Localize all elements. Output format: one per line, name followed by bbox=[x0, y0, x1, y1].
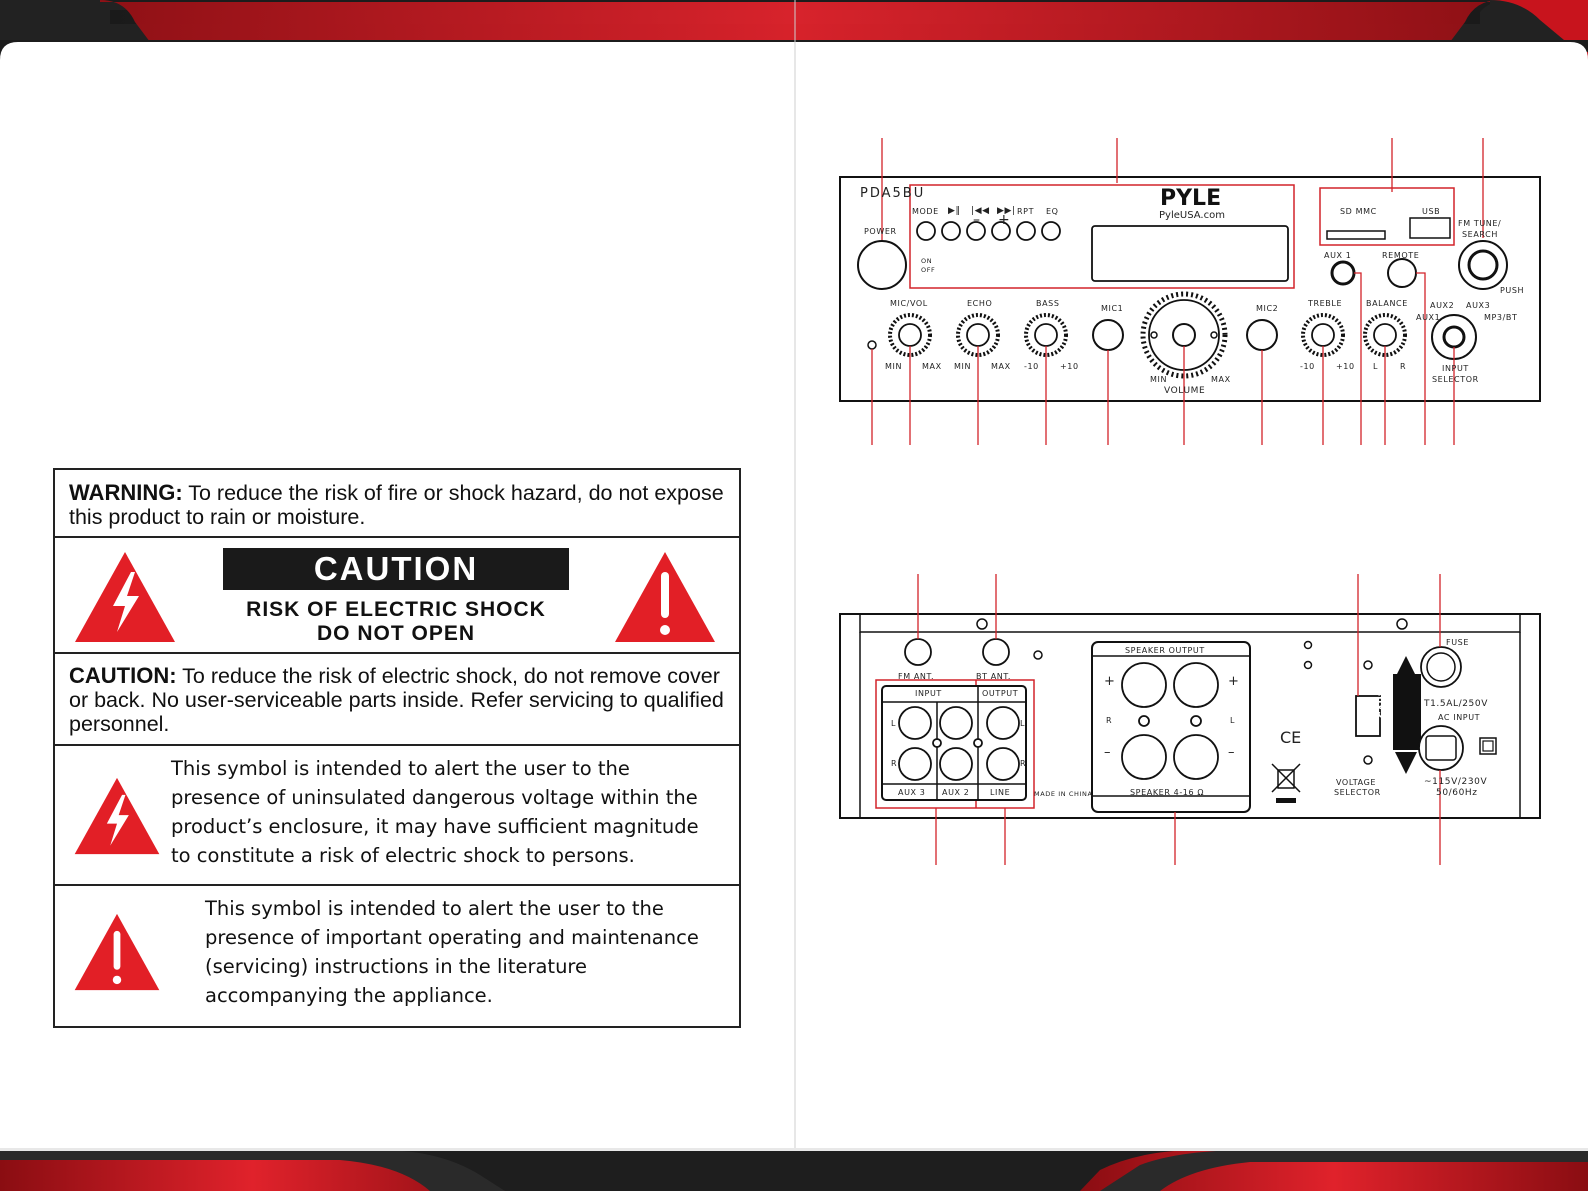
speaker-ohm-label: SPEAKER 4-16 Ω bbox=[1130, 788, 1205, 797]
mp3bt-selector-label: MP3/BT bbox=[1484, 313, 1518, 322]
input-selector-label-1: INPUT bbox=[1442, 364, 1469, 373]
caution-banner-line2: DO NOT OPEN bbox=[316, 622, 475, 645]
caution-banner: CAUTION bbox=[223, 548, 569, 590]
play-pause-icon: ▶‖ bbox=[948, 206, 961, 216]
fm-tune-label: FM TUNE/ bbox=[1458, 219, 1502, 228]
mic-vol-min-label: MIN bbox=[885, 362, 903, 371]
aux1-label: AUX 1 bbox=[1324, 251, 1352, 260]
mode-label: MODE bbox=[912, 207, 939, 216]
treble-label: TREBLE bbox=[1308, 299, 1343, 308]
warning-text: To reduce the risk of fire or shock hazard, do not expose this product to rain or moisture. bbox=[69, 481, 724, 529]
bt-ant-label: BT ANT. bbox=[976, 672, 1012, 681]
echo-max-label: MAX bbox=[991, 362, 1011, 371]
caution-text: To reduce the risk of electric shock, do not remove cover or back. No user-serviceable parts inside. Refer servicing to qualified personnel. bbox=[69, 664, 724, 736]
voltage-symbol-row bbox=[55, 746, 739, 886]
line-output-label: LINE bbox=[990, 788, 1011, 797]
exclamation-symbol-row bbox=[55, 886, 739, 1028]
aux3-input-label: AUX 3 bbox=[898, 788, 926, 797]
balance-l-label: L bbox=[1373, 362, 1379, 371]
bass-neg10-label: -10 bbox=[1024, 362, 1039, 371]
echo-min-label: MIN bbox=[954, 362, 972, 371]
aux3-selector-label: AUX3 bbox=[1466, 301, 1491, 310]
next-icon: ▶▶| bbox=[997, 206, 1016, 216]
balance-r-label: R bbox=[1400, 362, 1407, 371]
input-label: INPUT bbox=[915, 689, 942, 698]
remote-label: REMOTE bbox=[1382, 251, 1420, 260]
website-label: PyleUSA.com bbox=[1159, 210, 1225, 221]
exclamation-triangle-icon bbox=[613, 550, 717, 644]
speaker-r-label: R bbox=[1106, 716, 1113, 725]
power-label: POWER bbox=[864, 227, 897, 236]
voltage-selector-label-1: VOLTAGE bbox=[1336, 778, 1377, 787]
exclamation-triangle-icon bbox=[73, 912, 161, 992]
volume-label: VOLUME bbox=[1164, 386, 1206, 396]
bass-label: BASS bbox=[1036, 299, 1060, 308]
ac-rating-label-2: 50/60Hz bbox=[1436, 788, 1478, 798]
previous-icon: |◀◀ bbox=[971, 206, 990, 216]
brand-logo: PYLE bbox=[1160, 186, 1222, 211]
aux2-selector-label: AUX2 bbox=[1430, 301, 1455, 310]
minus-label: – bbox=[973, 212, 981, 228]
fuse-label: FUSE bbox=[1446, 638, 1469, 647]
speaker-plus-left-label: + bbox=[1104, 674, 1116, 689]
bass-pos10-label: +10 bbox=[1060, 362, 1079, 371]
speaker-minus-left-label: – bbox=[1104, 745, 1112, 760]
mic1-label: MIC1 bbox=[1101, 304, 1124, 313]
plus-label: + bbox=[998, 212, 1011, 228]
aux1-selector-label: AUX1 bbox=[1416, 313, 1441, 322]
fm-ant-label: FM ANT. bbox=[898, 672, 935, 681]
input-l-label: L bbox=[891, 719, 897, 728]
caution-title: CAUTION: bbox=[69, 663, 177, 688]
front-panel-diagram bbox=[820, 130, 1560, 460]
speaker-minus-right-label: – bbox=[1228, 745, 1236, 760]
ac-input-label: AC INPUT bbox=[1438, 713, 1481, 722]
mic-vol-max-label: MAX bbox=[922, 362, 942, 371]
caution-banner-line1: RISK OF ELECTRIC SHOCK bbox=[246, 598, 546, 621]
exclamation-symbol-text: This symbol is intended to alert the user to the presence of important operating and maintenance (servicing) instructions in the literature accompanying the appliance. bbox=[205, 897, 699, 1007]
mic2-label: MIC2 bbox=[1256, 304, 1279, 313]
fuse-rating-label: T1.5AL/250V bbox=[1424, 699, 1488, 709]
output-label: OUTPUT bbox=[982, 689, 1019, 698]
caution-sticker-label: CAUTION bbox=[1378, 668, 1388, 718]
input-r-label: R bbox=[891, 759, 898, 768]
voltage-selector-label-2: SELECTOR bbox=[1334, 788, 1381, 797]
safety-warning-box bbox=[53, 468, 741, 1028]
usb-label: USB bbox=[1422, 207, 1441, 216]
speaker-plus-right-label: + bbox=[1228, 674, 1240, 689]
rpt-label: RPT bbox=[1017, 207, 1035, 216]
warning-row bbox=[55, 470, 739, 538]
input-selector-label-2: SELECTOR bbox=[1432, 375, 1479, 384]
balance-label: BALANCE bbox=[1366, 299, 1408, 308]
caution-row bbox=[55, 654, 739, 746]
mic-vol-label: MIC/VOL bbox=[890, 299, 928, 308]
ce-mark: CE bbox=[1280, 728, 1302, 747]
on-label: ON bbox=[921, 257, 933, 265]
treble-pos10-label: +10 bbox=[1336, 362, 1355, 371]
push-label: PUSH bbox=[1500, 286, 1525, 295]
speaker-l-label: L bbox=[1230, 716, 1236, 725]
voltage-symbol-text: This symbol is intended to alert the user to the presence of uninsulated dangerous voltage within the product’s enclosure, it may have sufficient magnitude to constitute a risk of electric shock to persons. bbox=[171, 757, 699, 867]
volume-max-label: MAX bbox=[1211, 375, 1231, 384]
echo-label: ECHO bbox=[967, 299, 993, 308]
made-in-china-label: MADE IN CHINA bbox=[1034, 790, 1093, 798]
volume-min-label: MIN bbox=[1150, 375, 1168, 384]
aux2-input-label: AUX 2 bbox=[942, 788, 970, 797]
output-l-label: L bbox=[1020, 719, 1026, 728]
eq-label: EQ bbox=[1046, 207, 1059, 216]
treble-neg10-label: -10 bbox=[1300, 362, 1315, 371]
high-voltage-triangle-icon bbox=[73, 776, 161, 856]
model-label: PDA5BU bbox=[860, 186, 926, 201]
sd-mmc-label: SD MMC bbox=[1340, 207, 1377, 216]
fm-search-label: SEARCH bbox=[1462, 230, 1498, 239]
speaker-output-label: SPEAKER OUTPUT bbox=[1125, 646, 1205, 655]
ac-rating-label-1: ~115V/230V bbox=[1424, 777, 1488, 787]
caution-banner-row bbox=[55, 538, 739, 654]
off-label: OFF bbox=[921, 266, 936, 274]
output-r-label: R bbox=[1020, 759, 1027, 768]
warning-title: WARNING: bbox=[69, 480, 183, 505]
